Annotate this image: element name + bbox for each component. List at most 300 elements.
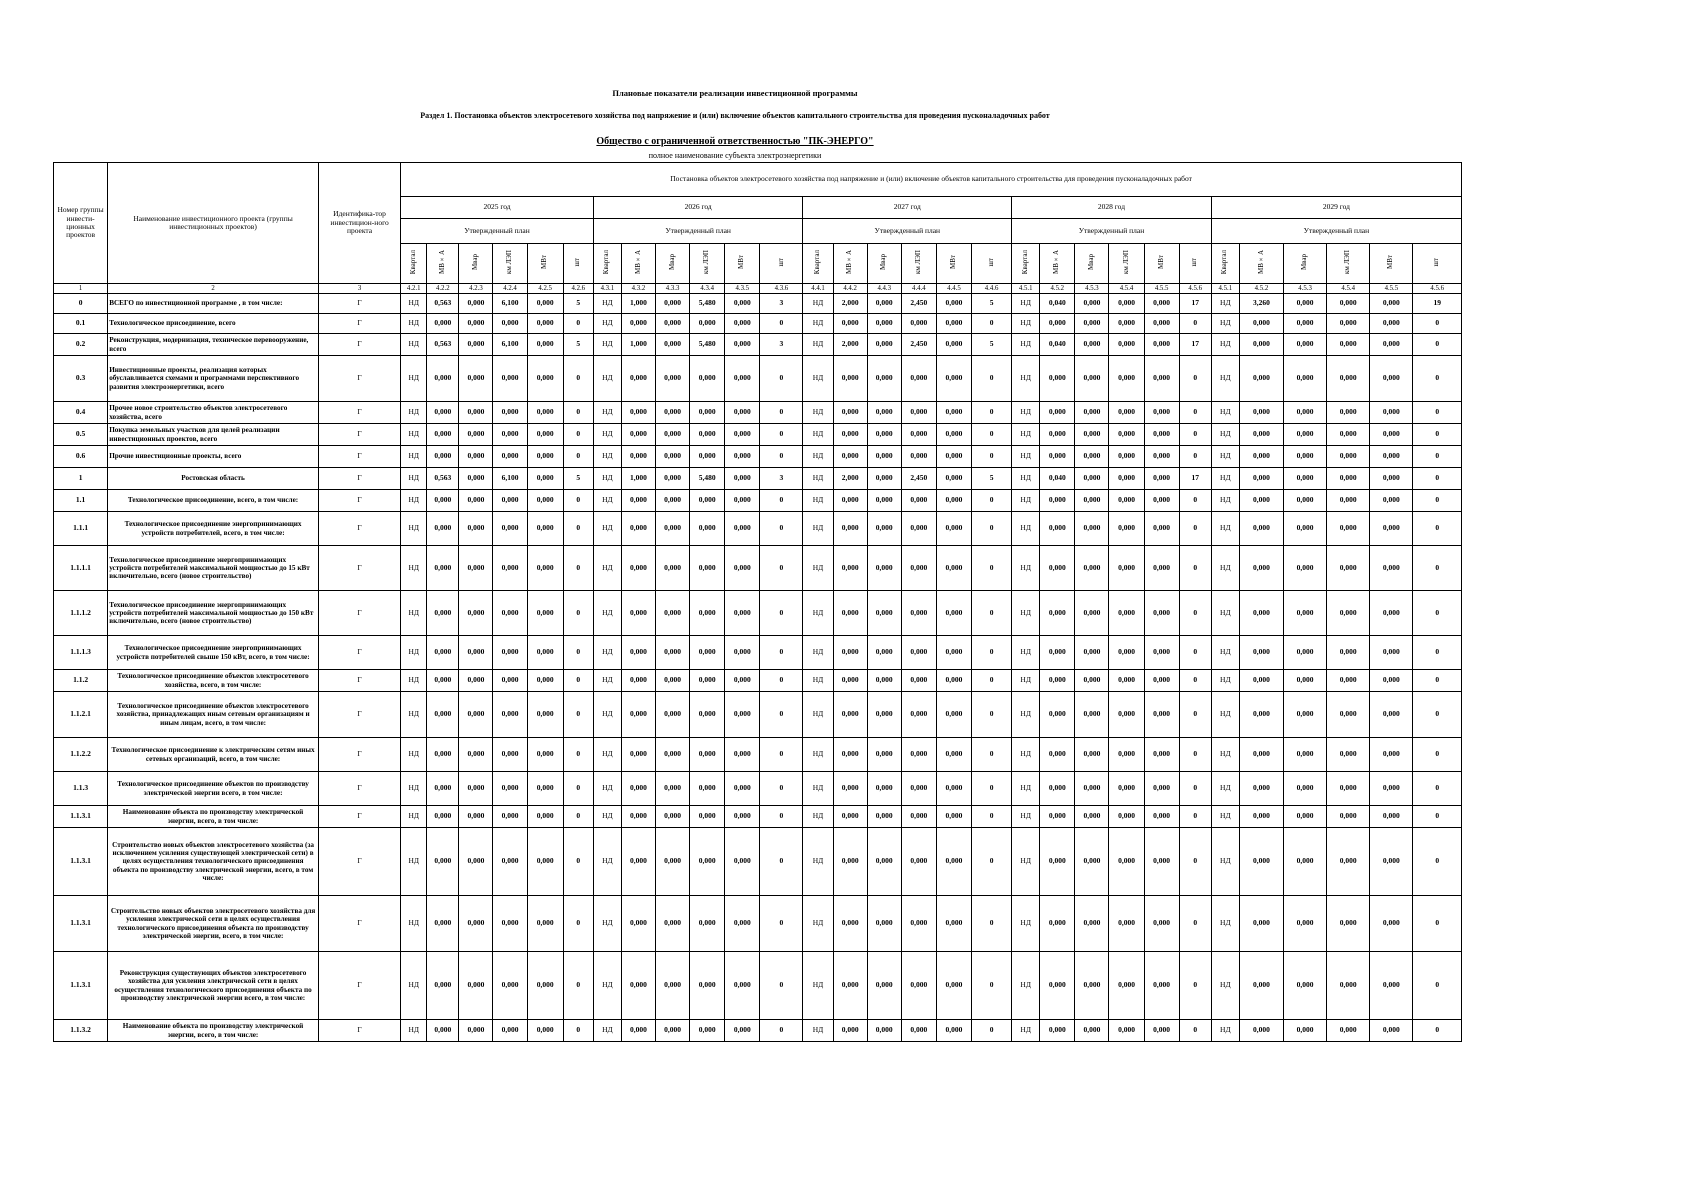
value-cell: 0,000 xyxy=(936,334,971,356)
value-cell: 0,000 xyxy=(1284,1020,1327,1042)
value-cell: 5 xyxy=(972,334,1012,356)
value-cell: 0,000 xyxy=(427,424,459,446)
value-cell: 0,000 xyxy=(459,490,493,512)
value-cell: 0,000 xyxy=(527,424,563,446)
value-cell: 0,000 xyxy=(725,356,760,402)
value-cell: 0,000 xyxy=(1370,314,1413,334)
table-header xyxy=(54,163,1462,294)
value-cell: 0 xyxy=(760,424,803,446)
value-cell: 0,000 xyxy=(427,1020,459,1042)
value-cell: 0 xyxy=(1179,772,1211,806)
value-cell: 0,000 xyxy=(656,1020,690,1042)
value-cell: 0,000 xyxy=(527,952,563,1020)
value-cell: 0,000 xyxy=(493,636,527,670)
value-cell: 0,000 xyxy=(1327,546,1370,591)
index-cell: 4.4.5 xyxy=(936,284,971,294)
value-cell: 0,000 xyxy=(936,468,971,490)
value-cell: 0 xyxy=(1179,314,1211,334)
value-cell: НД xyxy=(1012,896,1040,952)
value-cell: 0,000 xyxy=(936,446,971,468)
project-name-cell: Технологическое присоединение энергопринимающих устройств потребителей максимальной мощностью до 150 кВт включительно, всего (новое строительство) xyxy=(108,591,319,636)
value-cell: НД xyxy=(593,738,621,772)
header-unit-label: шт xyxy=(776,258,785,267)
value-cell: 0,000 xyxy=(833,636,867,670)
value-cell: НД xyxy=(803,490,833,512)
value-cell: 0,000 xyxy=(1109,591,1144,636)
value-cell: 0,000 xyxy=(1239,314,1283,334)
value-cell: 0,000 xyxy=(690,356,725,402)
project-id-cell: Г xyxy=(318,446,400,468)
value-cell: 0,000 xyxy=(493,490,527,512)
value-cell: 0,000 xyxy=(1040,314,1075,334)
value-cell: НД xyxy=(593,546,621,591)
value-cell: 0,000 xyxy=(901,952,936,1020)
value-cell: 0,000 xyxy=(1327,636,1370,670)
value-cell: 0,000 xyxy=(1327,334,1370,356)
value-cell: 0,000 xyxy=(725,692,760,738)
value-cell: 0,000 xyxy=(1144,772,1179,806)
value-cell: 0,000 xyxy=(1144,294,1179,314)
value-cell: НД xyxy=(401,512,427,546)
index-cell: 4.3.5 xyxy=(725,284,760,294)
value-cell: 0 xyxy=(1179,738,1211,772)
value-cell: НД xyxy=(803,446,833,468)
value-cell: НД xyxy=(1012,356,1040,402)
value-cell: 19 xyxy=(1413,294,1462,314)
value-cell: 0,000 xyxy=(1075,1020,1109,1042)
value-cell: 0,000 xyxy=(1075,424,1109,446)
value-cell: 0,000 xyxy=(833,692,867,738)
project-name-cell: Прочее новое строительство объектов электросетевого хозяйства, всего xyxy=(108,402,319,424)
value-cell: 0,000 xyxy=(1040,490,1075,512)
value-cell: 0,000 xyxy=(1109,738,1144,772)
value-cell: НД xyxy=(593,692,621,738)
group-number-cell: 0.4 xyxy=(54,402,108,424)
value-cell: 0,000 xyxy=(1109,806,1144,828)
value-cell: 0,000 xyxy=(1040,591,1075,636)
index-cell: 4.5.4 xyxy=(1109,284,1144,294)
header-unit-label: Мвар xyxy=(1086,254,1095,271)
value-cell: НД xyxy=(401,772,427,806)
value-cell: 2,000 xyxy=(833,468,867,490)
value-cell: 0,000 xyxy=(1370,446,1413,468)
value-cell: 0,000 xyxy=(1327,772,1370,806)
value-cell: 0 xyxy=(1413,512,1462,546)
value-cell: 0,000 xyxy=(1370,490,1413,512)
value-cell: 0,000 xyxy=(427,692,459,738)
value-cell: НД xyxy=(1012,828,1040,896)
value-cell: НД xyxy=(401,692,427,738)
value-cell: 0,000 xyxy=(1075,314,1109,334)
value-cell: 0,000 xyxy=(1239,424,1283,446)
value-cell: 0 xyxy=(563,738,593,772)
value-cell: 0,000 xyxy=(493,546,527,591)
value-cell: 0,000 xyxy=(459,772,493,806)
value-cell: НД xyxy=(401,356,427,402)
value-cell: 0,000 xyxy=(1327,446,1370,468)
value-cell: НД xyxy=(1211,490,1239,512)
value-cell: 0,000 xyxy=(1370,806,1413,828)
header-unit xyxy=(803,244,833,284)
value-cell: 2,450 xyxy=(901,334,936,356)
value-cell: 0 xyxy=(972,670,1012,692)
value-cell: НД xyxy=(593,896,621,952)
value-cell: 0,000 xyxy=(1109,952,1144,1020)
value-cell: 0,000 xyxy=(1144,952,1179,1020)
value-cell: 0 xyxy=(972,1020,1012,1042)
header-unit xyxy=(833,244,867,284)
header-plan: Утвержденный план xyxy=(401,219,594,244)
value-cell: НД xyxy=(593,1020,621,1042)
value-cell: 0,000 xyxy=(1109,468,1144,490)
table-row xyxy=(54,334,1462,356)
value-cell: 0,000 xyxy=(656,314,690,334)
index-cell: 4.5.2 xyxy=(1239,284,1283,294)
value-cell: 0,000 xyxy=(527,468,563,490)
value-cell: 0,000 xyxy=(690,952,725,1020)
project-name-cell: Технологическое присоединение объектов по производству электрической энергии всего, в том числе: xyxy=(108,772,319,806)
index-cell: 4.3.6 xyxy=(760,284,803,294)
value-cell: 5,480 xyxy=(690,334,725,356)
value-cell: НД xyxy=(803,738,833,772)
value-cell: 0,000 xyxy=(621,636,655,670)
index-cell: 4.5.1 xyxy=(1211,284,1239,294)
value-cell: 0,000 xyxy=(459,334,493,356)
table-row xyxy=(54,670,1462,692)
project-name-cell: Технологическое присоединение объектов электросетевого хозяйства, всего, в том числе: xyxy=(108,670,319,692)
value-cell: 1,000 xyxy=(621,334,655,356)
value-cell: 0,563 xyxy=(427,468,459,490)
project-id-cell: Г xyxy=(318,591,400,636)
value-cell: 0,000 xyxy=(725,1020,760,1042)
table-row xyxy=(54,546,1462,591)
header-unit xyxy=(1370,244,1413,284)
value-cell: 2,450 xyxy=(901,294,936,314)
header-unit xyxy=(1179,244,1211,284)
value-cell: 0,000 xyxy=(833,490,867,512)
value-cell: 0 xyxy=(1179,402,1211,424)
value-cell: 0,000 xyxy=(1040,512,1075,546)
value-cell: 0,000 xyxy=(1239,636,1283,670)
header-unit-label: МВ×А xyxy=(437,250,446,275)
group-number-cell: 1.1.1.3 xyxy=(54,636,108,670)
value-cell: НД xyxy=(1211,828,1239,896)
value-cell: 0,000 xyxy=(1040,446,1075,468)
value-cell: 0,000 xyxy=(936,591,971,636)
value-cell: 0,000 xyxy=(527,772,563,806)
value-cell: 0,000 xyxy=(833,952,867,1020)
table-row xyxy=(54,512,1462,546)
value-cell: 0,000 xyxy=(936,692,971,738)
group-number-cell: 1.1.1.2 xyxy=(54,591,108,636)
project-id-cell: Г xyxy=(318,828,400,896)
value-cell: 0 xyxy=(972,512,1012,546)
header-unit xyxy=(427,244,459,284)
group-number-cell: 1.1.1 xyxy=(54,512,108,546)
value-cell: 0,000 xyxy=(656,446,690,468)
index-cell: 4.4.3 xyxy=(867,284,901,294)
value-cell: 0 xyxy=(1179,424,1211,446)
value-cell: 0,000 xyxy=(1109,896,1144,952)
value-cell: 0,000 xyxy=(656,468,690,490)
value-cell: 0,000 xyxy=(427,952,459,1020)
value-cell: 0,000 xyxy=(936,546,971,591)
value-cell: 0,000 xyxy=(725,952,760,1020)
value-cell: 0 xyxy=(1413,692,1462,738)
header-unit-label: Мвар xyxy=(471,254,480,271)
value-cell: 0 xyxy=(563,314,593,334)
value-cell: НД xyxy=(1012,314,1040,334)
project-id-cell: Г xyxy=(318,512,400,546)
value-cell: НД xyxy=(803,952,833,1020)
value-cell: 0,000 xyxy=(1370,591,1413,636)
value-cell: НД xyxy=(1012,636,1040,670)
value-cell: 0 xyxy=(760,1020,803,1042)
value-cell: 0,000 xyxy=(936,490,971,512)
value-cell: 0,000 xyxy=(1109,772,1144,806)
group-number-cell: 1.1 xyxy=(54,490,108,512)
value-cell: 0,000 xyxy=(527,828,563,896)
value-cell: 0 xyxy=(1179,446,1211,468)
value-cell: НД xyxy=(1211,294,1239,314)
table-row xyxy=(54,294,1462,314)
value-cell: 0,000 xyxy=(690,546,725,591)
value-cell: 0,000 xyxy=(427,806,459,828)
value-cell: 0,000 xyxy=(1239,468,1283,490)
value-cell: 0,000 xyxy=(1327,512,1370,546)
value-cell: НД xyxy=(593,314,621,334)
value-cell: 0,000 xyxy=(1284,591,1327,636)
value-cell: 0,000 xyxy=(867,546,901,591)
value-cell: 2,000 xyxy=(833,294,867,314)
project-id-cell: Г xyxy=(318,468,400,490)
value-cell: 0,000 xyxy=(527,896,563,952)
value-cell: 0,000 xyxy=(1075,490,1109,512)
value-cell: 0,000 xyxy=(527,636,563,670)
value-cell: 0 xyxy=(1179,692,1211,738)
value-cell: 0,000 xyxy=(725,512,760,546)
value-cell: 0,000 xyxy=(1327,468,1370,490)
value-cell: 0,000 xyxy=(427,546,459,591)
value-cell: 0,000 xyxy=(1370,670,1413,692)
index-cell: 4.5.3 xyxy=(1075,284,1109,294)
value-cell: НД xyxy=(1012,446,1040,468)
value-cell: 0 xyxy=(760,806,803,828)
value-cell: 0,000 xyxy=(621,1020,655,1042)
value-cell: 0 xyxy=(1179,1020,1211,1042)
value-cell: НД xyxy=(1012,1020,1040,1042)
value-cell: 1,000 xyxy=(621,468,655,490)
value-cell: 0,000 xyxy=(493,670,527,692)
value-cell: 0 xyxy=(1179,490,1211,512)
value-cell: НД xyxy=(401,424,427,446)
value-cell: 0,000 xyxy=(936,738,971,772)
value-cell: 0,000 xyxy=(459,446,493,468)
value-cell: 0,000 xyxy=(1040,692,1075,738)
value-cell: 0 xyxy=(760,738,803,772)
header-year: 2029 год xyxy=(1211,197,1461,219)
value-cell: 0,000 xyxy=(1327,591,1370,636)
value-cell: 0,000 xyxy=(1144,591,1179,636)
section-title: Раздел 1. Постановка объектов электросетевого хозяйства под напряжение и (или) включение объектов капитального строительства для проведения пусконаладочных работ xyxy=(420,111,1050,120)
value-cell: 0,000 xyxy=(1109,1020,1144,1042)
value-cell: 0,000 xyxy=(936,512,971,546)
value-cell: 0 xyxy=(1413,591,1462,636)
value-cell: НД xyxy=(803,828,833,896)
group-number-cell: 1.1.3.2 xyxy=(54,1020,108,1042)
header-unit-label: Квартал xyxy=(408,250,417,275)
group-number-cell: 1.1.2.2 xyxy=(54,738,108,772)
value-cell: 0,000 xyxy=(833,828,867,896)
value-cell: 0 xyxy=(1179,670,1211,692)
value-cell: 0,000 xyxy=(1144,446,1179,468)
value-cell: НД xyxy=(1012,952,1040,1020)
value-cell: 0,000 xyxy=(867,772,901,806)
value-cell: 0,000 xyxy=(527,670,563,692)
value-cell: 0,000 xyxy=(867,828,901,896)
header-unit xyxy=(1327,244,1370,284)
value-cell: 0,000 xyxy=(725,424,760,446)
value-cell: 0,000 xyxy=(621,490,655,512)
table-row xyxy=(54,738,1462,772)
value-cell: 3,260 xyxy=(1239,294,1283,314)
index-cell: 4.2.6 xyxy=(563,284,593,294)
value-cell: 0,000 xyxy=(459,738,493,772)
value-cell: 0,000 xyxy=(901,692,936,738)
value-cell: 0,000 xyxy=(833,546,867,591)
value-cell: 0 xyxy=(1413,546,1462,591)
value-cell: 0,000 xyxy=(1109,294,1144,314)
value-cell: 0,000 xyxy=(901,738,936,772)
value-cell: 0,000 xyxy=(1370,828,1413,896)
project-id-cell: Г xyxy=(318,896,400,952)
value-cell: 0 xyxy=(972,772,1012,806)
value-cell: 0,000 xyxy=(1109,314,1144,334)
value-cell: 0 xyxy=(1179,591,1211,636)
project-id-cell: Г xyxy=(318,670,400,692)
value-cell: НД xyxy=(1012,546,1040,591)
header-row-main xyxy=(54,163,1462,197)
value-cell: 0,000 xyxy=(1075,334,1109,356)
table-row xyxy=(54,402,1462,424)
value-cell: НД xyxy=(593,952,621,1020)
project-id-cell: Г xyxy=(318,356,400,402)
value-cell: 0,000 xyxy=(1327,424,1370,446)
value-cell: 0,000 xyxy=(656,828,690,896)
value-cell: 0,000 xyxy=(1239,738,1283,772)
value-cell: 0 xyxy=(1413,636,1462,670)
value-cell: НД xyxy=(593,402,621,424)
index-cell: 4.2.1 xyxy=(401,284,427,294)
value-cell: 0,000 xyxy=(1284,896,1327,952)
value-cell: 0,000 xyxy=(690,670,725,692)
value-cell: 0,000 xyxy=(1040,636,1075,670)
value-cell: 0 xyxy=(1413,356,1462,402)
value-cell: НД xyxy=(401,670,427,692)
value-cell: 0,000 xyxy=(1075,828,1109,896)
header-plan: Утвержденный план xyxy=(1211,219,1461,244)
value-cell: 0 xyxy=(563,692,593,738)
project-id-cell: Г xyxy=(318,314,400,334)
value-cell: НД xyxy=(401,806,427,828)
value-cell: НД xyxy=(1012,512,1040,546)
group-number-cell: 1.1.3 xyxy=(54,772,108,806)
project-id-cell: Г xyxy=(318,952,400,1020)
header-unit-label: МВ×А xyxy=(845,250,854,275)
header-plan: Утвержденный план xyxy=(593,219,803,244)
value-cell: НД xyxy=(1211,670,1239,692)
project-name-cell: Технологическое присоединение, всего, в том числе: xyxy=(108,490,319,512)
value-cell: НД xyxy=(803,334,833,356)
value-cell: 0,000 xyxy=(459,896,493,952)
value-cell: 0,000 xyxy=(1144,636,1179,670)
value-cell: 0,000 xyxy=(1075,896,1109,952)
value-cell: 0,000 xyxy=(1327,806,1370,828)
index-cell: 4.2.5 xyxy=(527,284,563,294)
value-cell: 0,000 xyxy=(690,738,725,772)
value-cell: 0,000 xyxy=(656,402,690,424)
value-cell: 0,000 xyxy=(1144,468,1179,490)
value-cell: НД xyxy=(593,468,621,490)
value-cell: 17 xyxy=(1179,294,1211,314)
value-cell: 0 xyxy=(563,896,593,952)
value-cell: 3 xyxy=(760,294,803,314)
index-cell: 4.3.1 xyxy=(593,284,621,294)
header-unit xyxy=(401,244,427,284)
value-cell: НД xyxy=(803,670,833,692)
group-number-cell: 1.1.3.1 xyxy=(54,806,108,828)
value-cell: 0,000 xyxy=(936,772,971,806)
value-cell: НД xyxy=(401,952,427,1020)
value-cell: 0,000 xyxy=(527,692,563,738)
value-cell: 0,000 xyxy=(527,294,563,314)
value-cell: 0,000 xyxy=(621,546,655,591)
value-cell: 0 xyxy=(1413,952,1462,1020)
table-row xyxy=(54,356,1462,402)
value-cell: 0,040 xyxy=(1040,334,1075,356)
header-unit-label: Квартал xyxy=(1020,250,1029,275)
value-cell: 0,000 xyxy=(690,828,725,896)
value-cell: 0,000 xyxy=(459,828,493,896)
header-unit-label: МВ×А xyxy=(633,250,642,275)
project-name-cell: Реконструкция, модернизация, техническое перевооружение, всего xyxy=(108,334,319,356)
value-cell: 0,000 xyxy=(690,772,725,806)
value-cell: 0,000 xyxy=(493,692,527,738)
value-cell: 0 xyxy=(563,546,593,591)
value-cell: 0,000 xyxy=(725,636,760,670)
value-cell: 0,000 xyxy=(1370,402,1413,424)
value-cell: 0 xyxy=(972,424,1012,446)
index-cell: 4.2.3 xyxy=(459,284,493,294)
value-cell: 0,000 xyxy=(725,591,760,636)
value-cell: 0,000 xyxy=(1327,490,1370,512)
header-unit-label: Квартал xyxy=(602,250,611,275)
value-cell: НД xyxy=(803,294,833,314)
value-cell: 0,000 xyxy=(621,896,655,952)
value-cell: 0,000 xyxy=(459,692,493,738)
value-cell: 0,000 xyxy=(459,402,493,424)
value-cell: 0,000 xyxy=(493,1020,527,1042)
header-unit xyxy=(563,244,593,284)
project-name-cell: Технологическое присоединение к электрическим сетям иных сетевых организаций, всего, в том числе: xyxy=(108,738,319,772)
value-cell: 0,000 xyxy=(1239,692,1283,738)
value-cell: 0,000 xyxy=(1040,828,1075,896)
value-cell: 0 xyxy=(1179,896,1211,952)
value-cell: 0,000 xyxy=(1109,692,1144,738)
value-cell: 0,000 xyxy=(901,490,936,512)
group-number-cell: 0.1 xyxy=(54,314,108,334)
value-cell: 0,000 xyxy=(690,490,725,512)
